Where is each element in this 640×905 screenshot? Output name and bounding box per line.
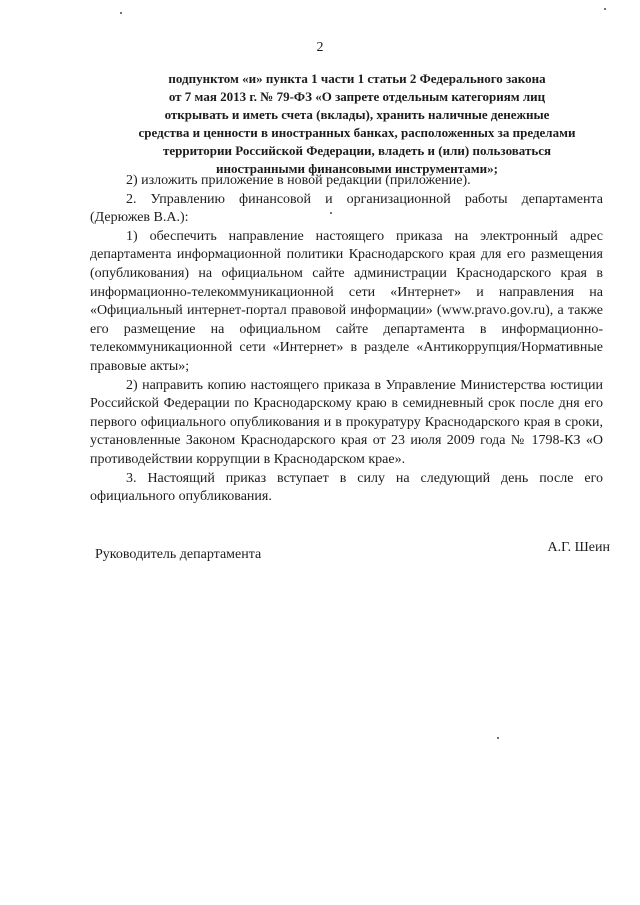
scan-speck xyxy=(120,12,122,14)
heading-line: от 7 мая 2013 г. № 79-ФЗ «О запрете отдельным категориям лиц xyxy=(168,89,546,104)
signatory-name: А.Г. Шеин xyxy=(547,540,610,555)
document-body xyxy=(90,172,603,507)
order-heading-block xyxy=(112,70,602,178)
page-number: 2 xyxy=(316,40,324,55)
scan-speck xyxy=(497,737,499,739)
paragraph-item-3: 3. Настоящий приказ вступает в силу на следующий день после его официального опубликования. xyxy=(90,470,603,505)
paragraph-subitem-2: 2) направить копию настоящего приказа в Управление Министерства юстиции Российской Федерации по Краснодарскому краю в семидневный срок после дня его первого официального опубликования и в прокуратуру Краснодарского края в сроки, установленные Законом Краснодарского края от 23 июля 2009 года № 1798-КЗ «О противодействии коррупции в Краснодарском крае». xyxy=(90,377,603,467)
heading-line: территории Российской Федерации, владеть и (или) пользоваться xyxy=(162,143,552,158)
signatory-role: Руководитель департамента xyxy=(95,547,262,562)
paragraph-subitem-1: 1) обеспечить направление настоящего приказа на электронный адрес департамента информационной политики Краснодарского края для его размещения (опубликования) на официальном сайте администрации Краснодарского края в информационно-телекоммуникационной сети «Интернет» и направления на «Официальный интернет-портал правовой информации» (www.pravo.gov.ru), а также его размещение на официальном сайте департамента в информационно-телекоммуникационной сети «Интернет» в разделе «Антикоррупция/Нормативные правовые акты»; xyxy=(90,228,603,374)
paragraph-annex: 2) изложить приложение в новой редакции (приложение). xyxy=(126,173,471,188)
heading-line: средства и ценности в иностранных банках, расположенных за пределами xyxy=(138,125,576,140)
paragraph-item-2: 2. Управлению финансовой и организационной работы департамента (Дерюжев В.А.): xyxy=(90,191,603,226)
scan-speck xyxy=(604,8,606,10)
scan-speck xyxy=(330,212,332,214)
heading-line: подпунктом «и» пункта 1 части 1 статьи 2 Федерального закона xyxy=(168,71,546,86)
heading-line: открывать и иметь счета (вклады), хранить наличные денежные xyxy=(164,107,550,122)
heading-line: иностранными финансовыми инструментами»; xyxy=(216,161,498,176)
